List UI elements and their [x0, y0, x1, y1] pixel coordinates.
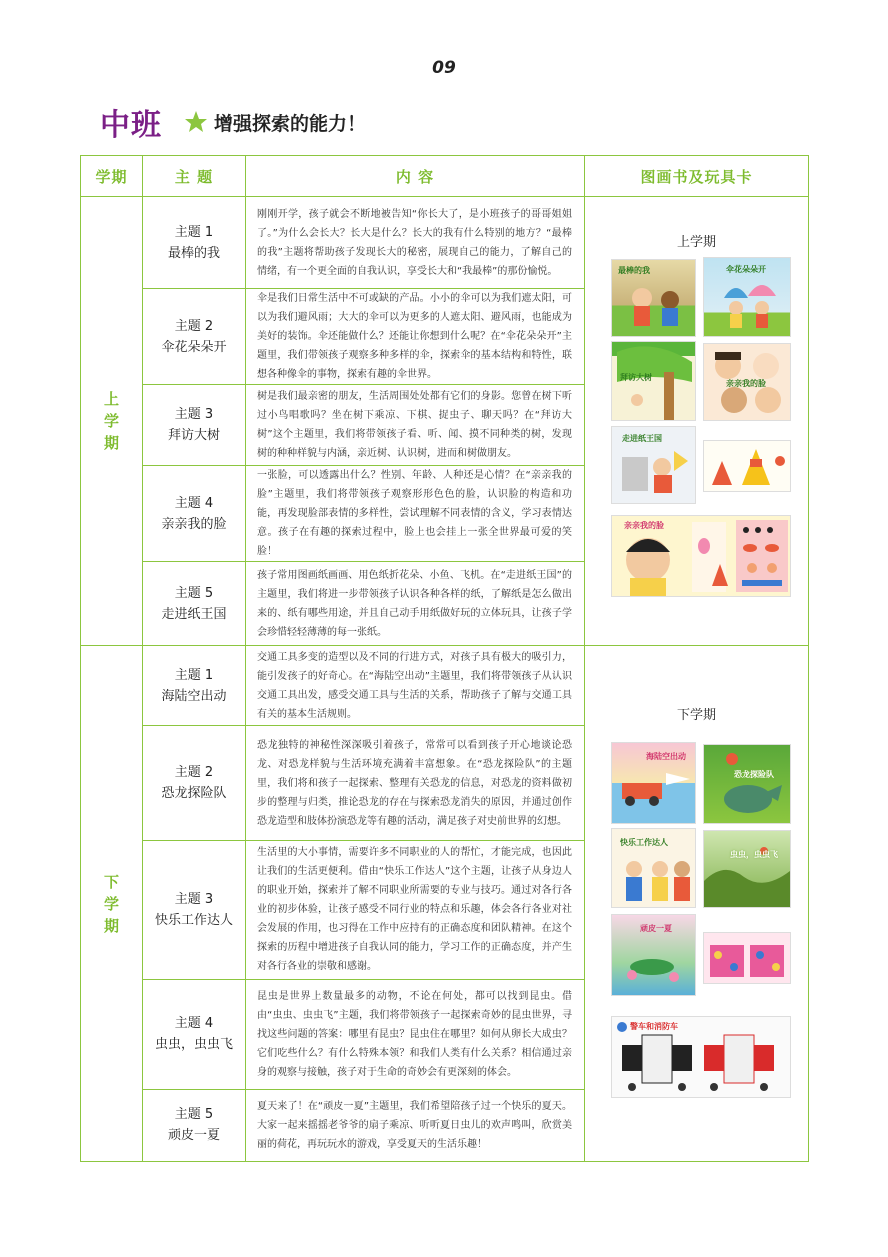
header-theme: 主 题 [143, 156, 246, 197]
book-card [611, 341, 696, 421]
book-title: 虫虫，虫虫飞 [730, 850, 778, 859]
content-cell: 昆虫是世界上数量最多的动物，不论在何处，都可以找到昆虫。借由“虫虫、虫虫飞”主题，我们将带领孩子一起探索奇妙的昆虫世界，寻找这些问题的答案：哪里有昆虫？昆虫住在哪里？如何从卵长大成虫？它们吃些什么？有什么特殊本领？和我们人类有什么关系？相信通过亲身的观察与接触，孩子对于生命的奇妙会有更深刻的体会。 [246, 979, 585, 1089]
page-number: 09 [432, 58, 456, 78]
book-title: 亲亲我的脸 [726, 379, 766, 388]
theme-number: 主题 5 [174, 585, 214, 601]
theme-name: 虫虫，虫虫飞 [154, 1037, 233, 1053]
book-card [703, 343, 791, 421]
book-title: 快乐工作达人 [620, 838, 668, 847]
theme-number: 主题 5 [174, 1107, 214, 1123]
book-title: 恐龙探险队 [734, 770, 774, 779]
theme-cell [143, 1089, 246, 1161]
book-title: 亲亲我的脸 [624, 521, 664, 530]
book-title: 走进纸王国 [622, 434, 662, 443]
theme-name: 海陆空出动 [161, 688, 227, 704]
book-illustration [704, 745, 790, 823]
content-cell: 孩子常用图画纸画画、用色纸折花朵、小鱼、飞机。在“走进纸王国”的主题里，我们将进一步带领孩子认识各种各样的纸，了解纸是怎么做出来的、纸有哪些用途，并且自己动手用纸做好玩的立体玩具，让孩子学会珍惜轻轻薄薄的每一张纸。 [246, 562, 585, 646]
theme-number: 主题 4 [174, 1016, 214, 1032]
book-card [703, 257, 791, 337]
content-cell: 一张脸，可以透露出什么？性别、年龄、人种还是心情？在“亲亲我的脸”主题里，我们将带领孩子观察形形色色的脸，认识脸的构造和功能，再发现脸部表情的多样性，尝试理解不同表情的含义，学习表情达意。孩子在有趣的探索过程中，脸上也会挂上一张全世界最可爱的笑脸！ [246, 466, 585, 562]
toy-card [703, 440, 791, 492]
theme-name: 顽皮一夏 [167, 1128, 220, 1144]
book-card [703, 830, 791, 908]
theme-number: 主题 2 [174, 318, 214, 334]
toy-illustration [704, 933, 790, 983]
theme-cell [143, 646, 246, 726]
theme-cell [143, 197, 246, 289]
book-title: 顽皮一夏 [640, 924, 672, 933]
theme-number: 主题 3 [174, 407, 214, 422]
theme-name: 伞花朵朵开 [161, 339, 227, 355]
theme-number: 主题 3 [174, 891, 214, 907]
theme-name: 走进纸王国 [161, 606, 227, 622]
theme-name: 恐龙探险队 [161, 786, 227, 802]
section-subtitle: 增强探索的能力！ [214, 112, 367, 135]
books-label: 上学期 [676, 235, 716, 250]
books-cell-first [585, 197, 809, 646]
books-cell-second [585, 646, 809, 1162]
star-icon [184, 110, 208, 134]
theme-name: 亲亲我的脸 [161, 516, 227, 532]
table-row [81, 197, 809, 289]
theme-name: 最棒的我 [167, 245, 220, 261]
header-content: 内 容 [246, 156, 585, 197]
theme-cell [143, 289, 246, 385]
books-label: 下学期 [676, 708, 716, 723]
semester-cell [81, 197, 143, 646]
toy-card [611, 1016, 791, 1098]
theme-cell [143, 841, 246, 979]
table-header-row [81, 156, 809, 197]
content-cell: 夏天来了！在“顽皮一夏”主题里，我们希望陪孩子过一个快乐的夏天。大家一起来摇摇老爷爷的扇子乘凉、听听夏日虫儿的欢声鸣叫，欣赏美丽的荷花，再玩玩水的游戏，享受夏天的生活乐趣！ [246, 1089, 585, 1161]
semester-label: 上 学 期 [103, 390, 119, 452]
theme-number: 主题 4 [174, 495, 214, 511]
header-semester: 学期 [81, 156, 143, 197]
theme-number: 主题 1 [174, 224, 214, 240]
book-card [703, 744, 791, 824]
semester-cell [81, 646, 143, 1162]
content-cell: 树是我们最亲密的朋友，生活周围处处都有它们的身影。您曾在树下听过小鸟唱歌吗？坐在树下乘凉、下棋、捉虫子、聊天吗？在“拜访大树”这个主题里，我们将带领孩子看、听、闻、摸不同种类的树，发现树的种种样貌与内涵，亲近树、认识树，进而和树做朋友。 [246, 385, 585, 466]
content-cell: 生活里的大小事情，需要许多不同职业的人的帮忙，才能完成，也因此让我们的生活更便利。借由“快乐工作达人”这个主题，让孩子从身边人的职业开始，探索并了解不同职业所需要的专业与技巧。通过对各行各业的初步体验，让孩子感受不同行业的特点和乐趣，体会各行各业对社会发展的作用，也习得在工作中应持有的正确态度和团队精神。在这个探索的历程中增进孩子自我认同的能力，学习工作的正确态度，并产生对各行各业的崇敬和感谢。 [246, 841, 585, 979]
theme-number: 主题 2 [174, 765, 214, 781]
theme-name: 快乐工作达人 [154, 912, 233, 928]
table-row [81, 646, 809, 726]
header-books: 图画书及玩具卡 [585, 156, 809, 197]
book-title: 拜访大树 [620, 373, 652, 382]
book-card [611, 828, 696, 908]
theme-cell [143, 562, 246, 646]
semester-label: 下 学 期 [103, 872, 119, 935]
theme-cell [143, 726, 246, 841]
section-heading [100, 100, 366, 144]
theme-name: 拜访大树 [167, 428, 220, 443]
book-card [611, 426, 696, 504]
theme-cell [143, 385, 246, 466]
curriculum-table [80, 155, 809, 1162]
content-cell: 恐龙独特的神秘性深深吸引着孩子，常常可以看到孩子开心地谈论恐龙、对恐龙样貌与生活环境充满着丰富想象。在“恐龙探险队”的主题里，我们将和孩子一起探索、整理有关恐龙的信息，对恐龙的资料做初步的整理与归类，推论恐龙的存在与探索恐龙消失的原因，并通过创作恐龙造型和肢体扮演恐龙等有趣的活动，满足孩子对史前世界的幻想。 [246, 726, 585, 841]
book-card [611, 742, 696, 824]
book-title: 伞花朵朵开 [726, 265, 766, 274]
book-title: 最棒的我 [618, 266, 650, 275]
theme-cell [143, 979, 246, 1089]
theme-number: 主题 1 [174, 667, 214, 683]
theme-cell [143, 466, 246, 562]
content-cell: 伞是我们日常生活中不可或缺的产品。小小的伞可以为我们遮太阳，可以为我们避风雨；大大的伞可以为更多的人遮太阳、避风雨，也能成为美好的装饰。伞还能做什么？还能让你想到什么呢？在“伞花朵朵开”主题里，我们带领孩子观察多种多样的伞，探索伞的基本结构和特性，联想各种像伞的事物，探索有趣的伞世界。 [246, 289, 585, 385]
book-card [611, 259, 696, 337]
content-cell: 交通工具多变的造型以及不同的行进方式，对孩子具有极大的吸引力，能引发孩子的好奇心。在“海陆空出动”主题里，我们将带领孩子从认识交通工具出发，感受交通工具与生活的关系，帮助孩子了解与交通工具有关的基本生活规则。 [246, 646, 585, 726]
toy-card [611, 515, 791, 597]
book-title: 警车和消防车 [630, 1022, 678, 1031]
book-illustration [704, 831, 790, 907]
toy-illustration [704, 441, 790, 491]
content-cell: 刚刚开学，孩子就会不断地被告知“你长大了，是小班孩子的哥哥姐姐了。”为什么会长大？长大是什么？长大的我有什么特别的地方？“最棒的我”主题将帮助孩子发现长大的秘密，展现自己的能力，了解自己的情绪，有一个更全面的自我认识，享受长大和“我最棒”的那份愉悦。 [246, 197, 585, 289]
book-title: 海陆空出动 [646, 752, 686, 761]
book-card [611, 914, 696, 996]
toy-card [703, 932, 791, 984]
grade-title: 中班 [100, 108, 162, 143]
